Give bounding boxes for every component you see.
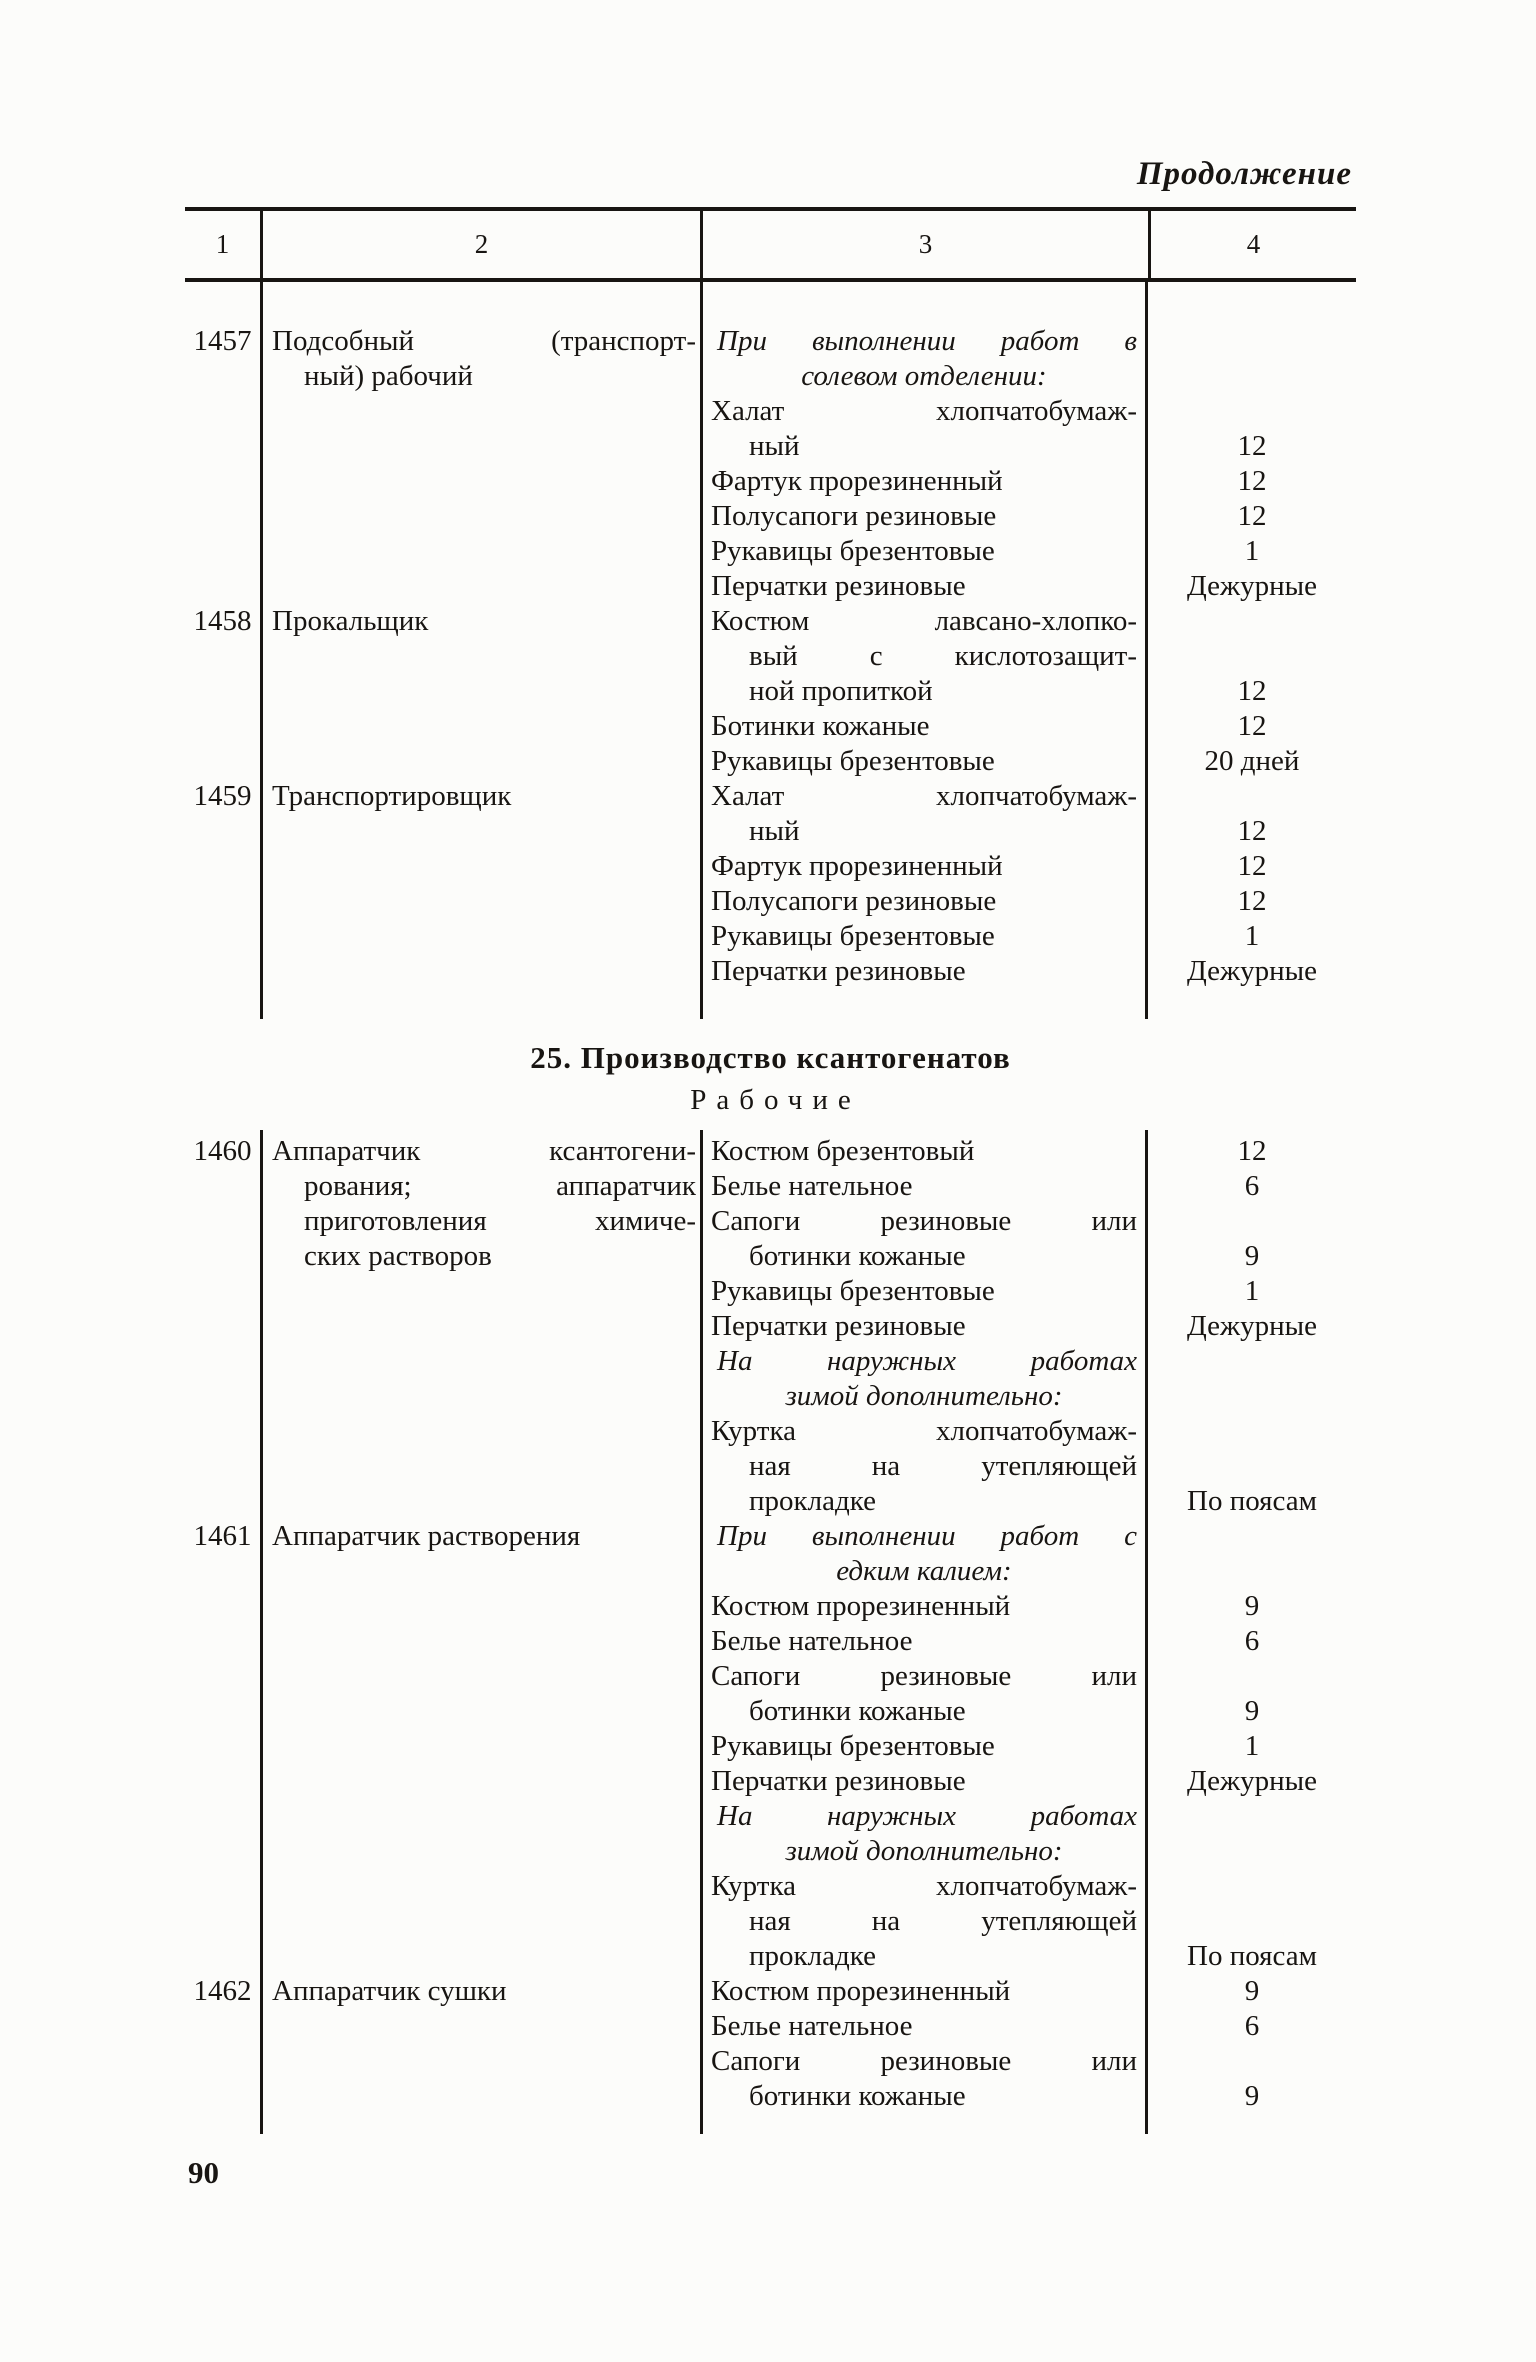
item-name-line: Рукавицы брезентовые: [711, 920, 995, 952]
item-term-cell: [1148, 1974, 1356, 2009]
item-row: [703, 1519, 1356, 1589]
item-term-value: 12: [1237, 500, 1267, 532]
item-row: [703, 1169, 1356, 1204]
item-name-cell: [703, 1274, 1148, 1309]
item-name-cell: [703, 534, 1148, 569]
item-term-value: 9: [1244, 1240, 1260, 1272]
item-term-value: 9: [1244, 1590, 1260, 1622]
item-name-line: прокладке: [749, 1940, 876, 1972]
item-term-value: 12: [1237, 885, 1267, 917]
item-name-line: Сапоги резиновые или: [711, 1660, 1137, 1692]
item-name-cell: [703, 1204, 1148, 1274]
item-name-line: ботинки кожаные: [749, 1695, 966, 1727]
item-name-line: Рукавицы брезентовые: [711, 745, 995, 777]
condition-note-line: едким калием:: [836, 1555, 1012, 1587]
item-term-value: 6: [1244, 2010, 1260, 2042]
item-name-cell: [703, 884, 1148, 919]
table-row: [185, 604, 1356, 779]
condition-note-line: зимой дополнительно:: [785, 1380, 1063, 1412]
item-term-cell: [1148, 499, 1356, 534]
item-term-cell: [1148, 954, 1356, 1019]
item-name-cell: [703, 1130, 1148, 1169]
condition-note-cell: [703, 1519, 1148, 1589]
item-term-cell: [1148, 534, 1356, 569]
item-row: [703, 1869, 1356, 1974]
profession-cell: [260, 1519, 700, 1974]
table-row: [185, 1519, 1356, 1974]
row-number: 1460: [193, 1135, 252, 1167]
item-term-cell: [1148, 1130, 1356, 1169]
item-row: [703, 1309, 1356, 1344]
item-name-line: Белье нательное: [711, 2010, 913, 2042]
item-term-value: 6: [1244, 1170, 1260, 1202]
condition-note-line: зимой дополнительно:: [785, 1835, 1063, 1867]
item-term-cell: [1148, 779, 1356, 849]
item-row: [703, 709, 1356, 744]
column-header-1: 1: [215, 229, 230, 259]
item-term-cell: [1148, 919, 1356, 954]
item-name-line: ной пропиткой: [749, 675, 933, 707]
item-name-cell: [703, 954, 1148, 1019]
profession-line: Подсобный (транспорт-: [272, 325, 696, 357]
profession-line: Транспортировщик: [272, 780, 512, 812]
items-cell: [700, 1519, 1356, 1974]
item-term-cell: [1148, 394, 1356, 464]
item-row: [703, 2009, 1356, 2044]
item-term-value: 1: [1244, 535, 1260, 567]
condition-note-line: солевом отделении:: [801, 360, 1047, 392]
item-name-cell: [703, 604, 1148, 709]
item-term-value: 12: [1237, 850, 1267, 882]
item-name-line: Белье нательное: [711, 1625, 913, 1657]
row-number: 1462: [193, 1975, 252, 2007]
profession-line: приготовления химиче-: [304, 1205, 696, 1237]
item-term-value: 20 дней: [1204, 745, 1300, 777]
item-term-cell: [1148, 1344, 1356, 1414]
item-name-cell: [703, 1169, 1148, 1204]
table-row: [185, 282, 1356, 604]
item-row: [703, 1799, 1356, 1869]
item-term-value: 6: [1244, 1625, 1260, 1657]
item-name-line: Халат хлопчатобумаж-: [711, 780, 1137, 812]
item-name-cell: [703, 2044, 1148, 2134]
item-term-value: 12: [1237, 710, 1267, 742]
item-term-cell: [1148, 2009, 1356, 2044]
item-row: [703, 954, 1356, 1019]
item-term-cell: [1148, 1589, 1356, 1624]
item-name-line: Полусапоги резиновые: [711, 885, 997, 917]
profession-line: ный) рабочий: [304, 360, 473, 392]
item-term-value: 12: [1237, 1135, 1267, 1167]
column-header-4: 4: [1148, 211, 1356, 278]
condition-note-line: На наружных работах: [717, 1800, 1137, 1832]
item-term-value: 12: [1237, 430, 1267, 462]
table-row: [185, 1974, 1356, 2134]
table-body-part2: [185, 1130, 1356, 2134]
item-name-cell: [703, 1869, 1148, 1974]
item-row: [703, 1130, 1356, 1169]
item-name-cell: [703, 1729, 1148, 1764]
item-row: [703, 1624, 1356, 1659]
row-number: 1459: [193, 780, 252, 812]
item-row: [703, 604, 1356, 709]
item-term-cell: [1148, 1869, 1356, 1974]
items-cell: [700, 604, 1356, 779]
item-term-value: По поясам: [1187, 1485, 1317, 1517]
item-name-line: Белье нательное: [711, 1170, 913, 1202]
item-row: [703, 534, 1356, 569]
item-term-value: Дежурные: [1187, 570, 1317, 602]
item-name-line: Перчатки резиновые: [711, 955, 966, 987]
column-header-3: 3: [700, 211, 1148, 278]
item-name-line: Перчатки резиновые: [711, 1765, 966, 1797]
item-name-line: Куртка хлопчатобумаж-: [711, 1415, 1137, 1447]
item-row: [703, 464, 1356, 499]
item-term-cell: [1148, 884, 1356, 919]
item-name-cell: [703, 1309, 1148, 1344]
condition-note-cell: [703, 1799, 1148, 1869]
table-header-row: [185, 207, 1356, 282]
item-term-cell: [1148, 849, 1356, 884]
item-name-line: Костюм брезентовый: [711, 1135, 975, 1167]
item-name-line: Костюм прорезиненный: [711, 1975, 1011, 2007]
item-name-cell: [703, 569, 1148, 604]
profession-line: Аппаратчик сушки: [272, 1975, 507, 2007]
item-name-line: Костюм прорезиненный: [711, 1590, 1011, 1622]
items-cell: [700, 282, 1356, 604]
item-name-cell: [703, 1659, 1148, 1729]
item-term-cell: [1148, 282, 1356, 394]
item-name-line: Рукавицы брезентовые: [711, 1275, 995, 1307]
row-number: 1461: [193, 1520, 252, 1552]
item-name-line: Сапоги резиновые или: [711, 2045, 1137, 2077]
item-term-value: 12: [1237, 465, 1267, 497]
item-term-cell: [1148, 1729, 1356, 1764]
item-term-cell: [1148, 604, 1356, 709]
item-row: [703, 779, 1356, 849]
item-name-line: Куртка хлопчатобумаж-: [711, 1870, 1137, 1902]
item-term-cell: [1148, 1309, 1356, 1344]
item-row: [703, 1589, 1356, 1624]
condition-note-cell: [703, 282, 1148, 394]
continuation-label: Продолжение: [1136, 156, 1352, 192]
item-name-line: вый с кислотозащит-: [749, 640, 1137, 672]
item-row: [703, 1974, 1356, 2009]
item-name-cell: [703, 499, 1148, 534]
item-term-value: Дежурные: [1187, 955, 1317, 987]
item-term-value: 12: [1237, 815, 1267, 847]
item-name-line: Ботинки кожаные: [711, 710, 930, 742]
item-term-value: Дежурные: [1187, 1310, 1317, 1342]
item-term-cell: [1148, 1274, 1356, 1309]
page-number: 90: [188, 2155, 219, 2190]
profession-cell: [260, 282, 700, 604]
item-term-cell: [1148, 1519, 1356, 1589]
item-row: [703, 569, 1356, 604]
item-name-line: Полусапоги резиновые: [711, 500, 997, 532]
item-term-cell: [1148, 709, 1356, 744]
item-term-cell: [1148, 1169, 1356, 1204]
item-term-value: 1: [1244, 920, 1260, 952]
table-body-part1: [185, 282, 1356, 1019]
item-term-cell: [1148, 1204, 1356, 1274]
items-cell: [700, 1974, 1356, 2134]
item-name-line: Рукавицы брезентовые: [711, 1730, 995, 1762]
item-name-line: ная на утепляющей: [749, 1450, 1137, 1482]
item-name-cell: [703, 1624, 1148, 1659]
item-row: [703, 394, 1356, 464]
item-row: [703, 1344, 1356, 1414]
item-name-cell: [703, 779, 1148, 849]
item-term-value: По поясам: [1187, 1940, 1317, 1972]
item-row: [703, 1764, 1356, 1799]
item-name-line: ная на утепляющей: [749, 1905, 1137, 1937]
item-row: [703, 282, 1356, 394]
profession-line: Прокальщик: [272, 605, 429, 637]
profession-cell: [260, 1974, 700, 2134]
condition-note-line: При выполнении работ с: [717, 1520, 1137, 1552]
item-row: [703, 1659, 1356, 1729]
item-name-cell: [703, 744, 1148, 779]
item-row: [703, 1414, 1356, 1519]
item-name-line: Костюм лавсано-хлопко-: [711, 605, 1137, 637]
item-name-line: Сапоги резиновые или: [711, 1205, 1137, 1237]
item-term-value: 9: [1244, 1695, 1260, 1727]
condition-note-cell: [703, 1344, 1148, 1414]
item-name-cell: [703, 2009, 1148, 2044]
profession-line: рования; аппаратчик: [304, 1170, 696, 1202]
profession-line: Аппаратчик растворения: [272, 1520, 581, 1552]
table-row: [185, 779, 1356, 1019]
section-heading: 25. Производство ксантогенатов: [530, 1040, 1011, 1075]
item-name-cell: [703, 709, 1148, 744]
item-name-line: Халат хлопчатобумаж-: [711, 395, 1137, 427]
item-row: [703, 2044, 1356, 2134]
row-number: 1457: [193, 325, 252, 357]
row-number: 1458: [193, 605, 252, 637]
item-name-cell: [703, 464, 1148, 499]
condition-note-line: На наружных работах: [717, 1345, 1137, 1377]
item-row: [703, 499, 1356, 534]
items-cell: [700, 1130, 1356, 1519]
item-term-cell: [1148, 744, 1356, 779]
item-term-cell: [1148, 1624, 1356, 1659]
items-cell: [700, 779, 1356, 1019]
item-term-value: 1: [1244, 1730, 1260, 1762]
item-row: [703, 1204, 1356, 1274]
item-term-cell: [1148, 1799, 1356, 1869]
item-row: [703, 849, 1356, 884]
item-name-cell: [703, 849, 1148, 884]
table-row: [185, 1130, 1356, 1519]
item-term-value: Дежурные: [1187, 1765, 1317, 1797]
item-row: [703, 1729, 1356, 1764]
item-name-cell: [703, 394, 1148, 464]
item-term-value: 12: [1237, 675, 1267, 707]
item-term-cell: [1148, 569, 1356, 604]
profession-cell: [260, 604, 700, 779]
column-header-2: 2: [260, 211, 700, 278]
item-term-value: 1: [1244, 1275, 1260, 1307]
item-row: [703, 744, 1356, 779]
item-name-cell: [703, 919, 1148, 954]
item-term-cell: [1148, 2044, 1356, 2134]
item-term-cell: [1148, 1659, 1356, 1729]
profession-cell: [260, 779, 700, 1019]
item-name-line: Перчатки резиновые: [711, 1310, 966, 1342]
profession-line: ских растворов: [304, 1240, 492, 1272]
item-name-line: Рукавицы брезентовые: [711, 535, 995, 567]
item-row: [703, 919, 1356, 954]
condition-note-line: При выполнении работ в: [717, 325, 1137, 357]
item-term-cell: [1148, 464, 1356, 499]
item-name-line: ный: [749, 430, 800, 462]
item-term-cell: [1148, 1764, 1356, 1799]
section-subheading: Рабочие: [690, 1084, 861, 1116]
item-name-cell: [703, 1974, 1148, 2009]
item-row: [703, 1274, 1356, 1309]
item-name-line: ботинки кожаные: [749, 2080, 966, 2112]
profession-cell: [260, 1130, 700, 1519]
item-name-line: Перчатки резиновые: [711, 570, 966, 602]
item-name-line: прокладке: [749, 1485, 876, 1517]
item-name-cell: [703, 1764, 1148, 1799]
section-block: [185, 1019, 1356, 1130]
item-name-line: Фартук прорезиненный: [711, 465, 1003, 497]
item-term-value: 9: [1244, 1975, 1260, 2007]
item-name-line: ный: [749, 815, 800, 847]
item-term-cell: [1148, 1414, 1356, 1519]
item-name-line: Фартук прорезиненный: [711, 850, 1003, 882]
item-term-value: 9: [1244, 2080, 1260, 2112]
document-content: [185, 156, 1356, 2134]
item-name-cell: [703, 1414, 1148, 1519]
item-row: [703, 884, 1356, 919]
item-name-line: ботинки кожаные: [749, 1240, 966, 1272]
profession-line: Аппаратчик ксантогени-: [272, 1135, 696, 1167]
item-name-cell: [703, 1589, 1148, 1624]
